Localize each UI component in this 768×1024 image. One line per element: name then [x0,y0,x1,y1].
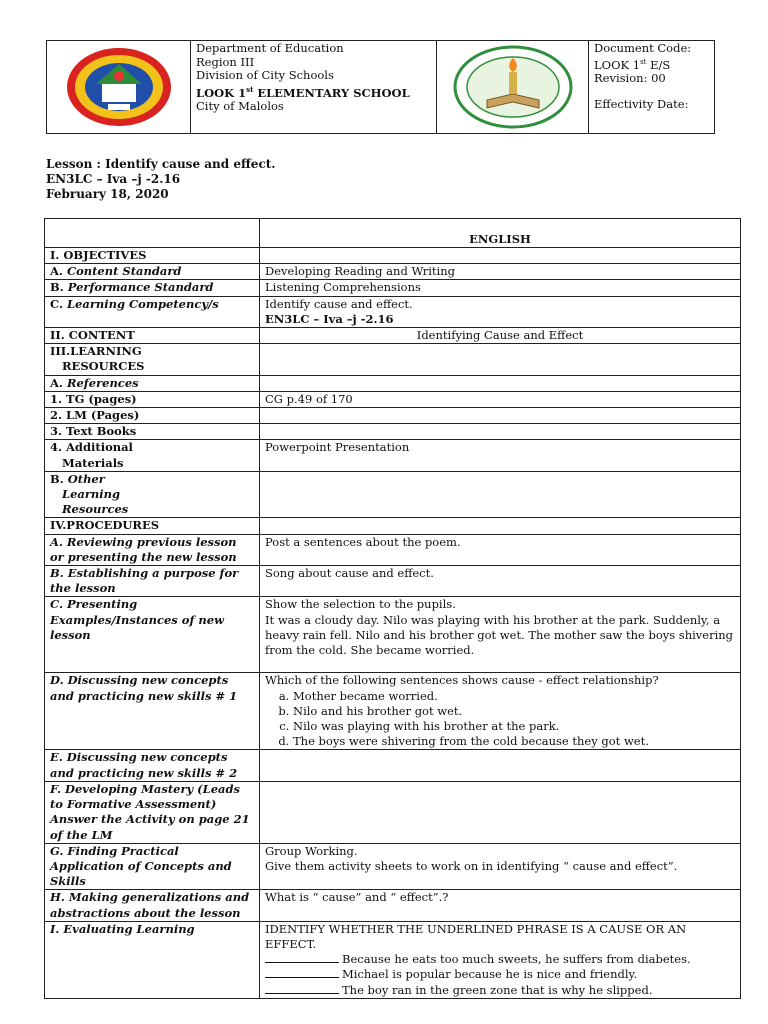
list-item: a. Mother became worried. [293,689,735,704]
additional-materials-value: Powerpoint Presentation [260,440,741,471]
list-item: The boy ran in the green zone that is why he slipped. [265,983,735,998]
list-item: c. Nilo was playing with his brother at the park. [293,719,735,734]
proc-f-label: F. Developing Mastery (Leads to Formative Assessment) Answer the Activity on page 21 of the LM [45,781,260,843]
list-item: Because he eats too much sweets, he suffers from diabetes. [265,952,735,967]
lesson-plan-table [44,218,741,999]
doc-code-label: Document Code: [594,41,692,55]
proc-b-label: B. Establishing a purpose for the lesson [45,566,260,597]
proc-c-label: C. Presenting Examples/Instances of new lesson [45,597,260,673]
proc-b-value: Song about cause and effect. [260,566,741,597]
performance-standard-label: B. Performance Standard [45,280,260,296]
content-heading: II. CONTENT [45,328,260,344]
proc-g-label: G. Finding Practical Application of Concepts and Skills [45,843,260,890]
lesson-date: February 18, 2020 [46,187,169,201]
competency-value: Identify cause and effect. EN3LC – Iva –j -2.16 [260,296,741,327]
additional-materials-label: 4. Additional Materials [45,440,260,471]
lm-pages-label: 2. LM (Pages) [45,408,260,424]
list-item: d. The boys were shivering from the cold because they got wet. [293,734,735,749]
document-header [46,40,715,134]
proc-i-value: IDENTIFY WHETHER THE UNDERLINED PHRASE IS A CAUSE OR AN EFFECT. Because he eats too much sweets, he suffers from diabetes. Michael is popular because he is nice and friendly. The boy ran in the green zone that is why he slipped. [260,921,741,998]
proc-a-label: A. Reviewing previous lesson or presenting the new lesson [45,534,260,565]
content-standard-value: Developing Reading and Writing [260,264,741,280]
dept-name: Department of Education [196,41,344,55]
competency-code: EN3LC – Iva –j -2.16 [265,311,394,326]
school-name: LOOK 1st ELEMENTARY SCHOOL [196,84,410,100]
text-books-label: 3. Text Books [45,424,260,440]
proc-d-value: Which of the following sentences shows cause - effect relationship? a. Mother became worried. b. Nilo and his brother got wet. c. Nilo was playing with his brother at the park. d. The boys were shivering from the cold because they got wet. [260,673,741,750]
document-info [589,41,715,134]
proc-e-label: E. Discussing new concepts and practicing new skills # 2 [45,750,260,781]
objectives-heading: I. OBJECTIVES [45,248,260,264]
content-standard-label: A. Content Standard [45,264,260,280]
lesson-code: EN3LC – Iva –j -2.16 [46,172,181,186]
tg-pages-label: 1. TG (pages) [45,391,260,407]
doc-code-value: LOOK 1st E/S [594,57,671,72]
school-seal-icon [451,44,575,130]
effectivity-date: Effectivity Date: [594,97,689,112]
learning-resources-heading: III.LEARNING RESOURCES [45,344,260,375]
proc-g-value: Group Working. Give them activity sheets to work on in identifying “ cause and effect”. [260,843,741,890]
proc-d-label: D. Discussing new concepts and practicing new skills # 1 [45,673,260,750]
deped-seal-icon [64,46,174,128]
lesson-meta [46,157,275,202]
other-resources-label: B. Other Learning Resources [45,471,260,518]
proc-a-value: Post a sentences about the poem. [260,534,741,565]
proc-h-value: What is “ cause” and “ effect”.? [260,890,741,921]
subject-heading: ENGLISH [260,219,741,248]
revision: Revision: 00 [594,70,666,85]
school-logo-cell [437,41,589,134]
proc-d-options [265,689,735,750]
list-item: Michael is popular because he is nice and friendly. [265,967,735,982]
list-item: b. Nilo and his brother got wet. [293,704,735,719]
competency-label: C. Learning Competency/s [45,296,260,327]
performance-standard-value: Listening Comprehensions [260,280,741,296]
procedures-heading: IV.PROCEDURES [45,518,260,534]
proc-c-value: Show the selection to the pupils. It was a cloudy day. Nilo was playing with his brother at the park. Suddenly, a heavy rain fell. Nilo and his brother got wet. The mother saw the boys shivering from the cold. She became worried. [260,597,741,673]
lesson-title: Lesson : Identify cause and effect. [46,157,276,171]
proc-h-label: H. Making generalizations and abstractions about the lesson [45,890,260,921]
division: Division of City Schools [196,68,334,82]
tg-pages-value: CG p.49 of 170 [260,391,741,407]
region: Region III [196,54,255,69]
school-info [191,41,437,134]
proc-i-label: I. Evaluating Learning [45,921,260,998]
city: City of Malolos [196,98,284,113]
deped-logo-cell [47,41,191,134]
content-value: Identifying Cause and Effect [260,328,741,344]
references-label: A. References [45,375,260,391]
